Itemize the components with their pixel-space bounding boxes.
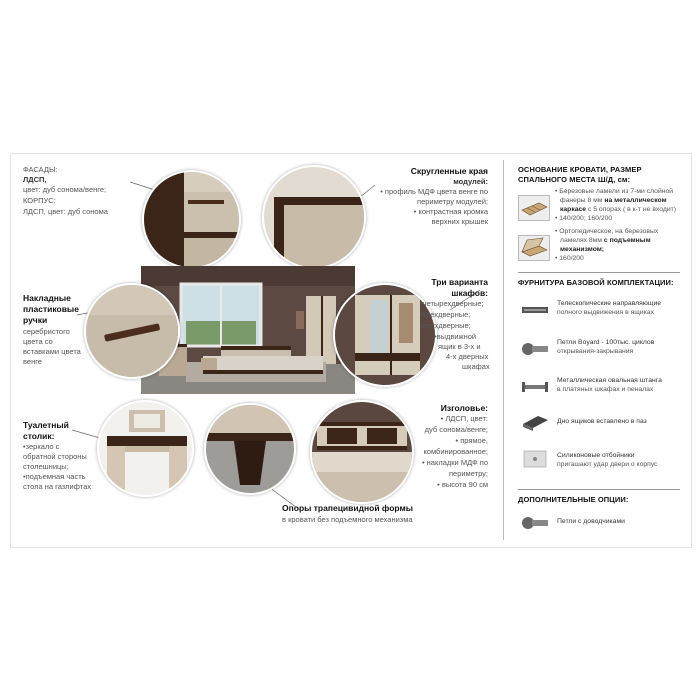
- wardrobes-b1: •четырехдверные;: [420, 299, 484, 308]
- oval-rail-icon: [520, 375, 550, 399]
- edges-detail-image: [264, 167, 364, 267]
- fittings-title: ФУРНИТУРА БАЗОВОЙ КОМПЛЕКТАЦИИ:: [518, 278, 674, 287]
- silicone-bumper-icon: [520, 447, 550, 471]
- fit4-l1: Дно ящиков вставлено в паз: [557, 418, 647, 425]
- wardrobes-title-2: шкафов:: [451, 288, 488, 298]
- base-title-2: СПАЛЬНОГО МЕСТА Ш/Д, см:: [518, 175, 631, 184]
- wardrobes-title-1: Три варианта: [431, 277, 488, 287]
- dressing-b3: столешницы;: [23, 462, 69, 471]
- edges-b2: периметру модулей;: [417, 197, 488, 206]
- headboard-b1: • ЛДСП, цвет:: [440, 414, 488, 423]
- handles-text-4: венге: [23, 357, 42, 366]
- wardrobes-b2: •трехдверные;: [420, 310, 471, 319]
- separator-1: [518, 272, 680, 273]
- fit5-l2: пригашают удар двери о корпус: [557, 461, 658, 468]
- edges-b3: • контрастная кромка: [413, 207, 488, 216]
- slats-frame-thumb: [518, 195, 550, 221]
- base-opt1-l2: фанеры 8 мм на металлическом: [560, 197, 667, 204]
- supports-title: Опоры трапецивидной формы: [282, 503, 414, 513]
- dressing-detail-image: [99, 402, 192, 495]
- facade-detail-image: [144, 172, 239, 267]
- slats-frame-icon: [519, 196, 549, 220]
- headboard-b2: дуб сонома/венге;: [424, 425, 488, 434]
- hinge-thumb: [520, 337, 550, 361]
- headboard-b7: • высота 90 см: [437, 480, 488, 489]
- base-opt1-l3: каркасе с 5 опорах ( в к-т не входит): [560, 206, 677, 213]
- fit3-l1: Металлическая овальная штанга: [557, 377, 662, 384]
- fit3-l2: в платяных шкафах и пеналах: [557, 386, 654, 393]
- base-opt2-l2: ламелях 8мм с подъемным: [560, 237, 651, 244]
- facades-color: цвет: дуб сонома/венге;: [23, 185, 107, 194]
- headboard-b4: комбинированное;: [423, 447, 488, 456]
- handles-text-1: серебристого: [23, 327, 70, 336]
- body-material: ЛДСП, цвет: дуб сонома: [23, 207, 108, 216]
- fit1-l1: Телескопические направляющие: [557, 300, 662, 307]
- headboard-title: Изголовье:: [440, 403, 488, 413]
- headboard-b6: периметру;: [448, 469, 488, 478]
- base-opt2-l3: механизмом;: [560, 246, 605, 253]
- base-opt1-l1: • Березовые ламели из 7-ми слойной: [555, 188, 674, 195]
- dressing-b1: •зеркало с: [23, 442, 60, 451]
- rail-thumb: [520, 375, 550, 399]
- hinge-icon: [520, 337, 550, 361]
- facades-label: ФАСАДЫ:: [23, 165, 58, 174]
- edges-subtitle: модулей:: [453, 177, 488, 186]
- soft-close-thumb: [520, 511, 550, 535]
- headboard-b3: • прямое,: [455, 436, 488, 445]
- detail-circle-edges: [262, 165, 366, 269]
- detail-circle-headboard: [310, 400, 414, 504]
- lift-mechanism-icon: [519, 236, 549, 260]
- supports-text: в кровати без подъемного механизма: [282, 515, 413, 524]
- drawer-bottom-thumb: [520, 410, 550, 434]
- fit1-l2: полного выдвижения в ящиках: [557, 309, 654, 316]
- dressing-title-1: Туалетный: [23, 420, 69, 430]
- extra1-l1: Петли с доводчиками: [557, 518, 625, 525]
- telescopic-guide-icon: [520, 298, 550, 322]
- dressing-b4: •подъемная часть: [23, 472, 86, 481]
- wardrobes-b5: ящик в 3-х и: [438, 342, 481, 351]
- wardrobes-b7: шкафах: [462, 362, 490, 371]
- base-title-1: ОСНОВАНИЕ КРОВАТИ, РАЗМЕР: [518, 165, 642, 174]
- edges-b1: • профиль МДФ цвета венге по: [380, 187, 488, 196]
- dressing-b2: обратной стороны: [23, 452, 87, 461]
- separator-2: [518, 489, 680, 490]
- lift-mechanism-thumb: [518, 235, 550, 261]
- headboard-detail-image: [312, 402, 412, 502]
- wardrobes-b3: •двухдверные;: [420, 321, 471, 330]
- fit2-l2: открывания-закрывания: [557, 348, 634, 355]
- base-opt1-l4: • 140/200; 160/200: [555, 215, 613, 222]
- dressing-b5: стола на газлифтах: [23, 482, 91, 491]
- facades-material: ЛДСП,: [23, 175, 47, 184]
- fit5-l1: Силиконовые отбойники: [557, 452, 635, 459]
- edges-title: Скругленные края: [410, 166, 488, 176]
- handles-title-3: ручки: [23, 315, 48, 325]
- drawer-bottom-icon: [520, 410, 550, 434]
- detail-circle-facade: [142, 170, 241, 269]
- detail-circle-dressing: [97, 400, 194, 497]
- body-label: КОРПУС:: [23, 196, 56, 205]
- fit2-l1: Петли Boyard - 100тыс. циклов: [557, 339, 655, 346]
- edges-b4: верхних крышек: [431, 217, 488, 226]
- base-opt2-l1: • Ортопедическое, на березовых: [555, 228, 659, 235]
- detail-circle-handle: [84, 283, 180, 379]
- handles-text-2: цвета со: [23, 337, 53, 346]
- supports-detail-image: [206, 405, 294, 493]
- column-divider: [503, 160, 504, 540]
- headboard-b5: • накладки МДФ по: [421, 458, 488, 467]
- handles-text-3: вставками цвета: [23, 347, 81, 356]
- dressing-title-2: столик:: [23, 431, 55, 441]
- extra-title: ДОПОЛНИТЕЛЬНЫЕ ОПЦИИ:: [518, 495, 629, 504]
- detail-circle-supports: [204, 403, 296, 495]
- soft-close-hinge-icon: [520, 511, 550, 535]
- guides-thumb: [520, 298, 550, 322]
- handles-title-1: Накладные: [23, 293, 71, 303]
- bumper-thumb: [520, 447, 550, 471]
- wardrobes-b6: 4-х дверных: [446, 352, 489, 361]
- base-opt2-l4: • 160/200: [555, 255, 584, 262]
- handle-detail-image: [86, 285, 178, 377]
- wardrobes-b4: •выдвижной: [434, 332, 477, 341]
- handles-title-2: пластиковые: [23, 304, 79, 314]
